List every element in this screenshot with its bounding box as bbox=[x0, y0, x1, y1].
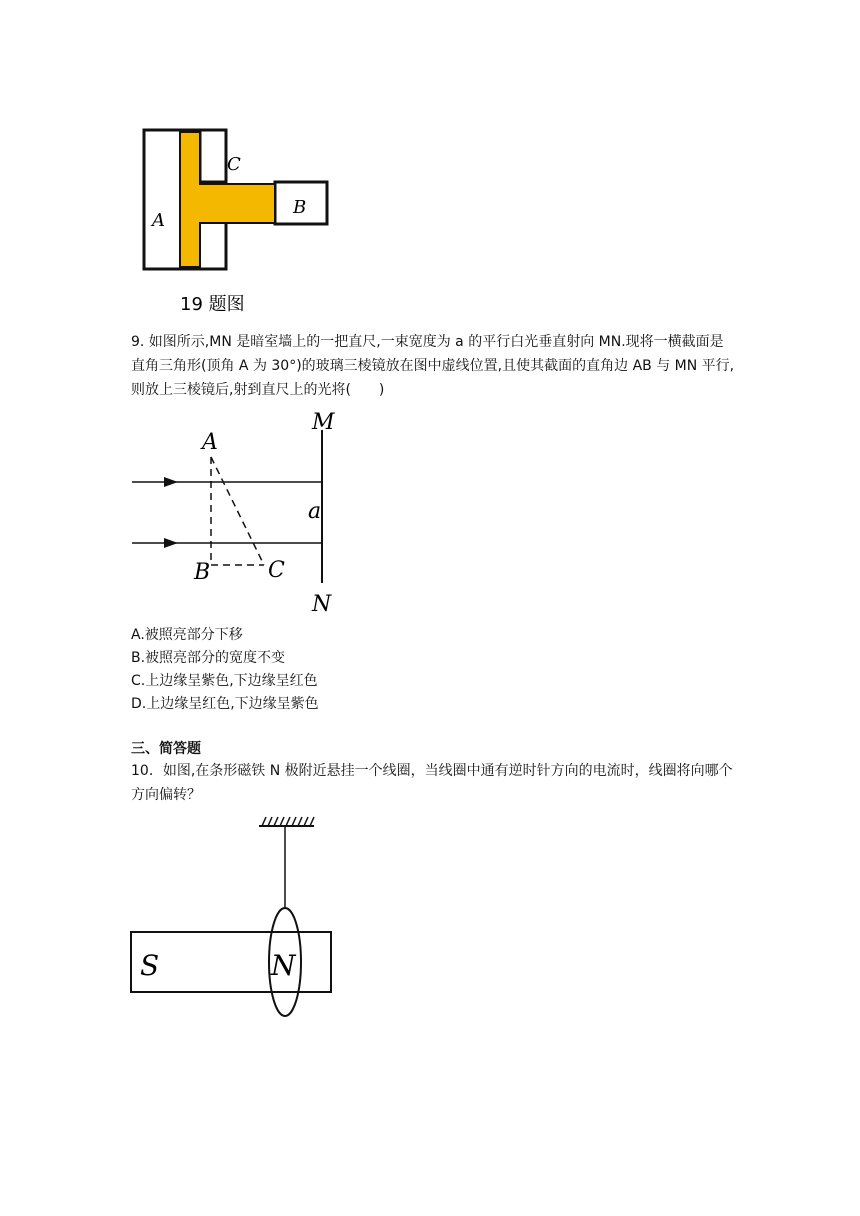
arrow-icon bbox=[164, 538, 178, 548]
question-10-text: 10．如图,在条形磁铁 N 极附近悬挂一个线圈，当线圈中通有逆时针方向的电流时，线圈将向哪个方向偏转？ bbox=[131, 763, 733, 803]
label-s: S bbox=[140, 949, 160, 982]
block-c-outline bbox=[200, 130, 226, 182]
label-c: C bbox=[268, 558, 285, 583]
question-9-text: 9. 如图所示,MN 是暗室墙上的一把直尺,一束宽度为 a 的平行白光垂直射向 MN.现将一横截面是直角三角形(顶角 A 为 30°)的玻璃三棱镜放在图中虚线位置,且使其截面的直角边 AB 与 MN 平行,则放上三棱镜后,射到直尺上的光将( ) bbox=[131, 334, 735, 398]
ceiling-hatch bbox=[262, 817, 314, 826]
label-c: C bbox=[227, 154, 241, 175]
label-m: M bbox=[312, 410, 335, 435]
section-title: 三、简答题 bbox=[131, 741, 201, 757]
figure-19 bbox=[130, 120, 340, 320]
figure-caption: 19 题图 bbox=[180, 294, 245, 315]
label-b: B bbox=[293, 197, 307, 218]
label-n: N bbox=[312, 592, 332, 617]
option-c: C.上边缘呈紫色,下边缘呈红色 bbox=[131, 673, 318, 689]
label-a: A bbox=[152, 210, 165, 231]
label-b: B bbox=[194, 560, 211, 585]
figure-prism bbox=[130, 405, 360, 620]
label-a: A bbox=[202, 430, 218, 455]
prism-edge-ac bbox=[211, 457, 264, 565]
option-a: A.被照亮部分下移 bbox=[131, 627, 243, 643]
label-n: N bbox=[271, 949, 296, 982]
arrow-icon bbox=[164, 477, 178, 487]
option-d: D.上边缘呈红色,下边缘呈紫色 bbox=[131, 696, 319, 712]
figure-magnet-coil bbox=[128, 812, 338, 1017]
option-b: B.被照亮部分的宽度不变 bbox=[131, 650, 286, 666]
label-width-a: a bbox=[308, 499, 322, 524]
